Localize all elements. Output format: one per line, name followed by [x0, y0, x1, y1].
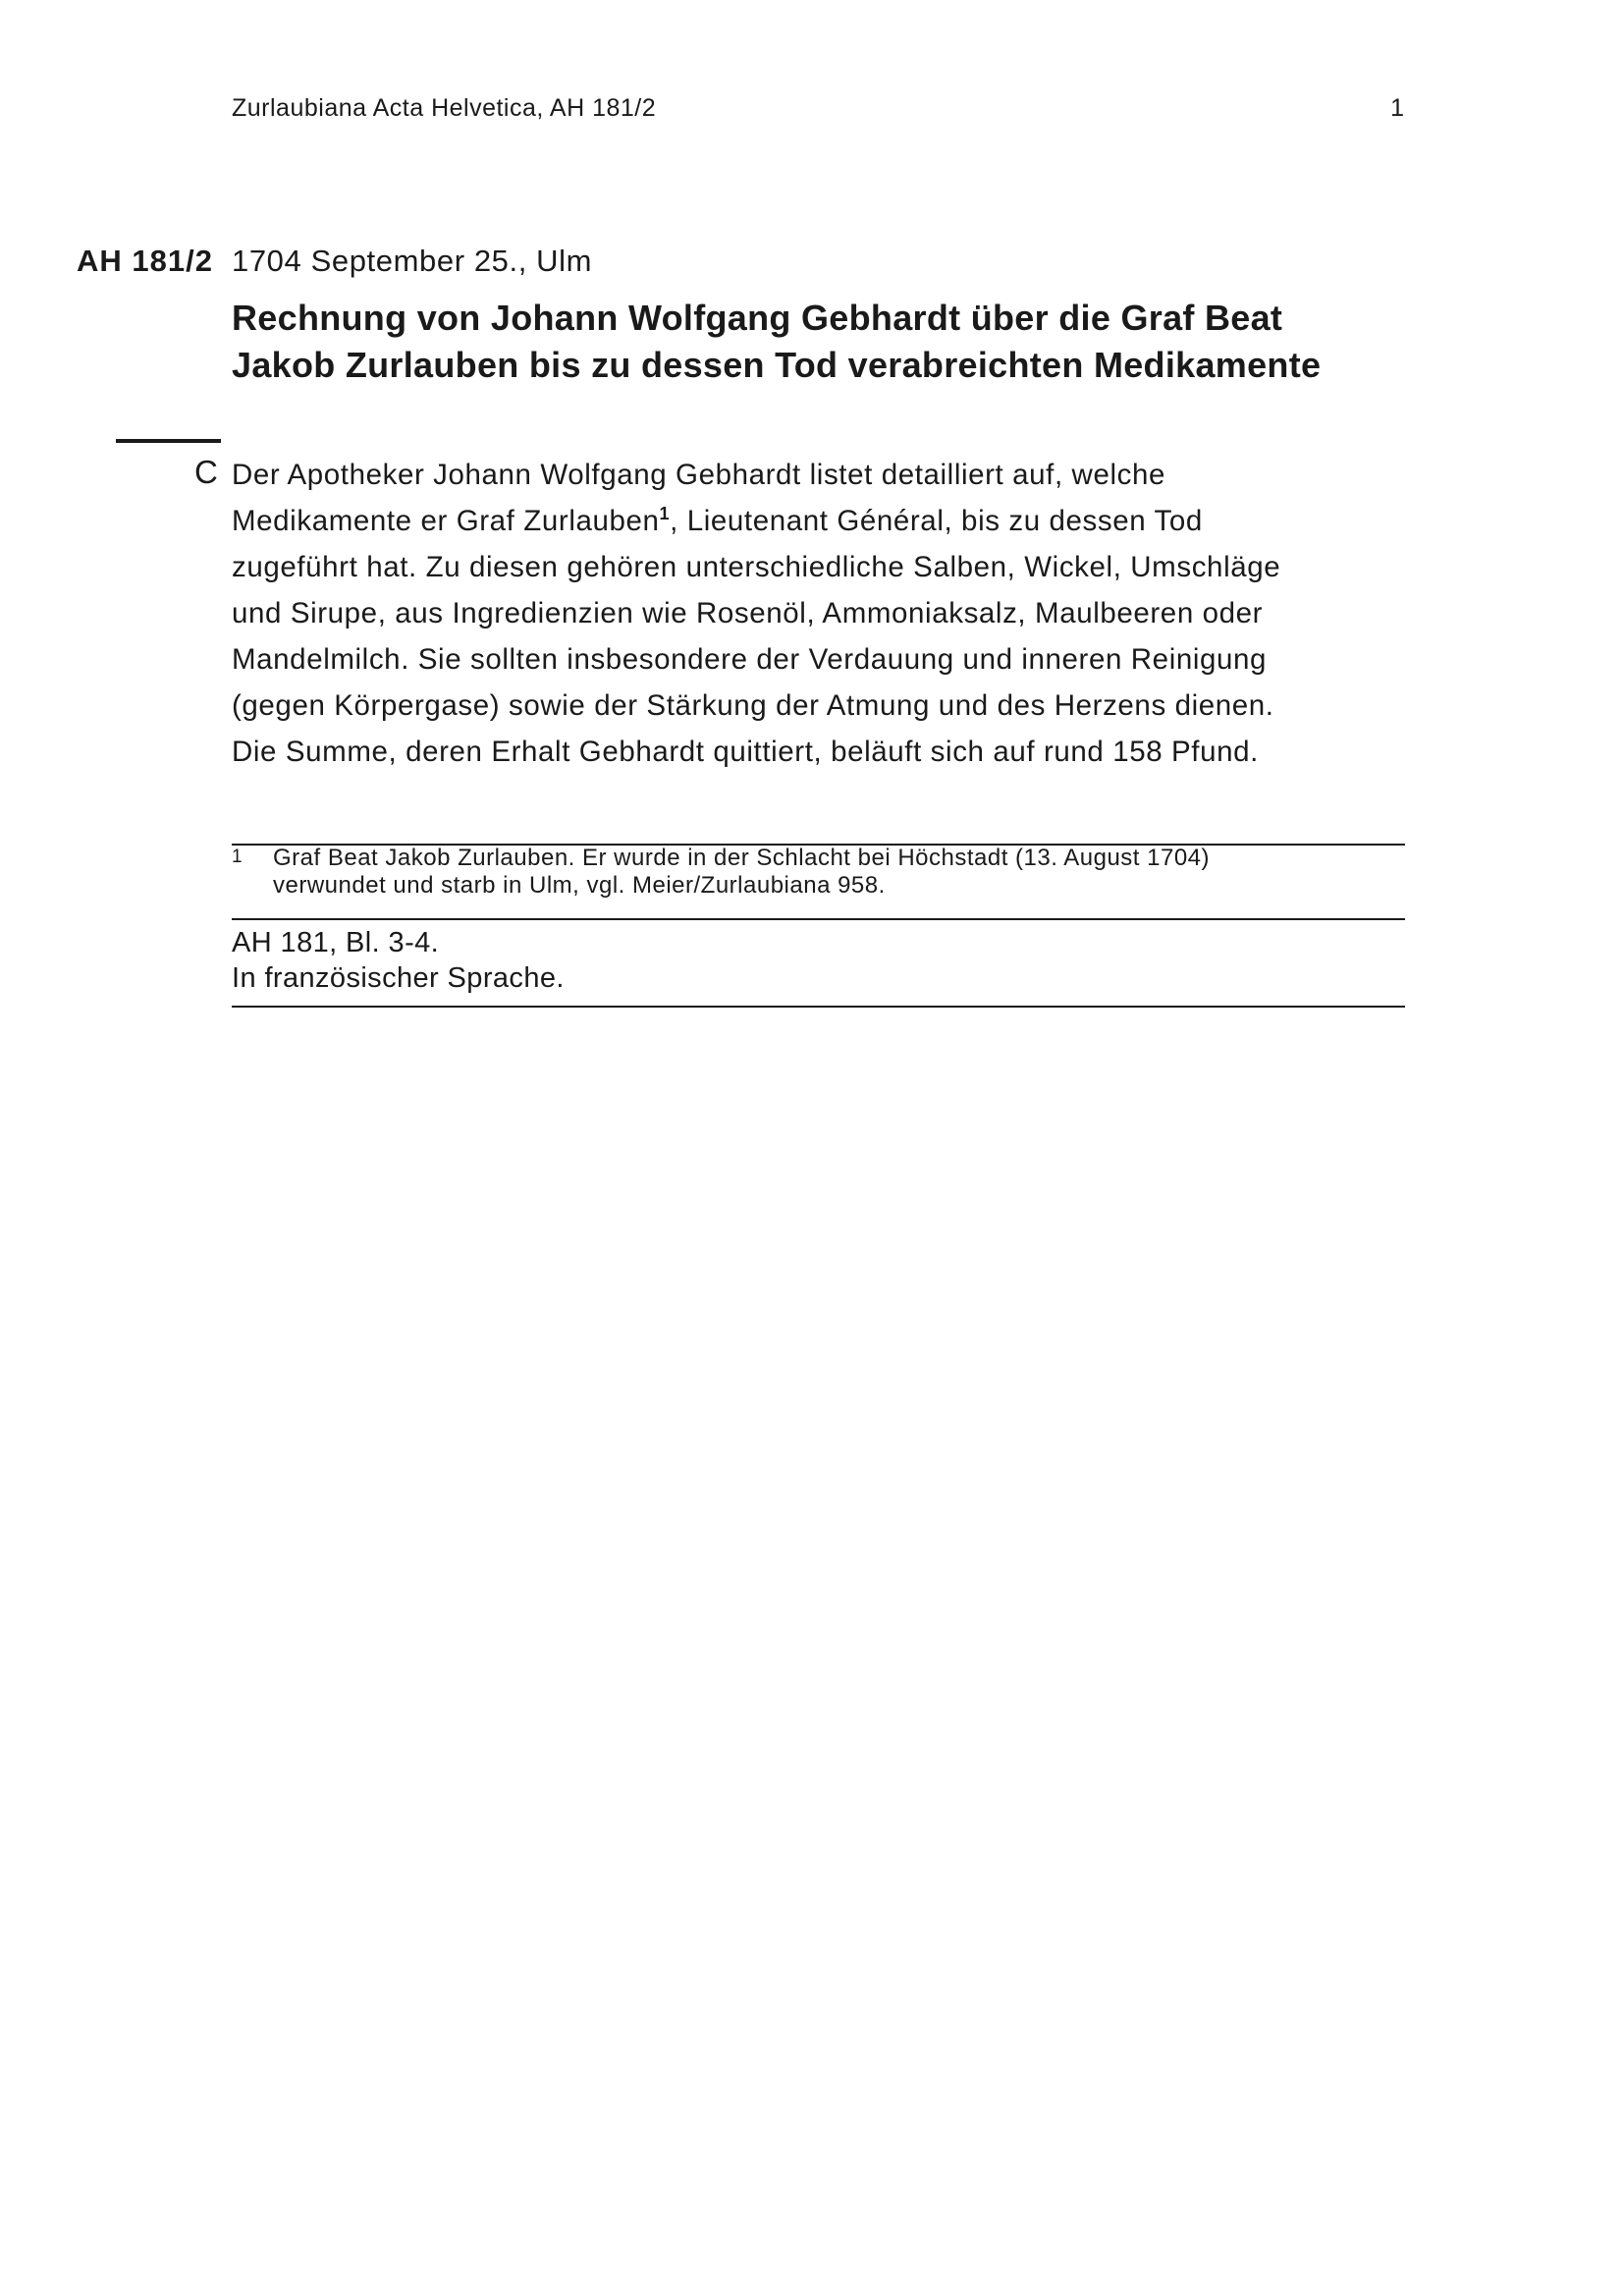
summary-line: zugeführt hat. Zu diesen gehören unterschiedliche Salben, Wickel, Umschläge: [232, 551, 1281, 583]
document-title-line: Jakob Zurlauben bis zu dessen Tod verabreichten Medikamente: [232, 345, 1322, 385]
source-line: AH 181, Bl. 3-4.: [232, 927, 440, 958]
summary-text: [232, 452, 1430, 775]
document-date-place: 1704 September 25., Ulm: [232, 244, 593, 278]
summary-line: Der Apotheker Johann Wolfgang Gebhardt listet detailliert auf, welche: [232, 459, 1165, 491]
footnote-line: Graf Beat Jakob Zurlauben. Er wurde in der Schlacht bei Höchstadt (13. August 1704): [273, 845, 1211, 871]
document-id: AH 181/2: [77, 244, 213, 278]
footnote-reference[interactable]: 1: [659, 504, 671, 524]
document-title-line: Rechnung von Johann Wolfgang Gebhardt über die Graf Beat: [232, 298, 1283, 338]
footnote-text: [273, 845, 1402, 900]
footnote-number: 1: [232, 847, 243, 867]
summary-line: (gegen Körpergase) sowie der Stärkung der Atmung und des Herzens dienen.: [232, 689, 1274, 722]
running-head: Zurlaubiana Acta Helvetica, AH 181/2: [232, 94, 657, 122]
summary-line-part: Medikamente er Graf Zurlauben: [232, 505, 660, 537]
summary-line: Die Summe, deren Erhalt Gebhardt quittiert, beläuft sich auf rund 158 Pfund.: [232, 736, 1259, 768]
summary-line-part: , Lieutenant Général, bis zu dessen Tod: [670, 505, 1203, 537]
document-title: [232, 295, 1410, 389]
page-number: 1: [1390, 94, 1404, 122]
summary-line: [232, 498, 1430, 544]
source-note: [232, 925, 565, 996]
margin-rule: [116, 439, 221, 443]
footnote-line: verwundet und starb in Ulm, vgl. Meier/Zurlaubiana 958.: [273, 872, 886, 899]
summary-label: C: [194, 454, 218, 490]
source-line: In französischer Sprache.: [232, 962, 565, 994]
source-rule-top: [232, 918, 1405, 920]
summary-line: und Sirupe, aus Ingredienzien wie Rosenöl, Ammoniaksalz, Maulbeeren oder: [232, 597, 1264, 629]
summary-line: Mandelmilch. Sie sollten insbesondere der Verdauung und inneren Reinigung: [232, 643, 1268, 676]
source-rule-bottom: [232, 1006, 1405, 1008]
